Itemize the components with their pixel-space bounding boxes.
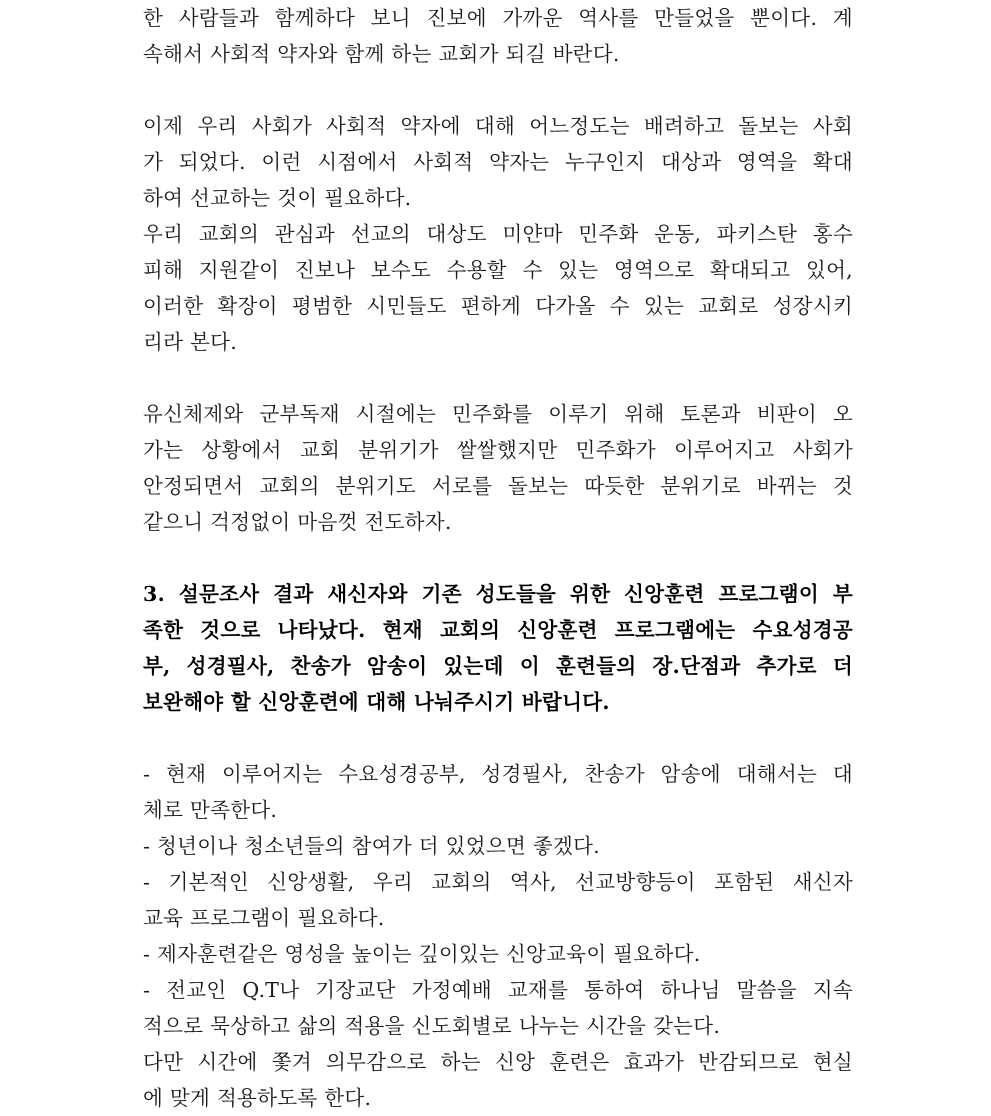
text-line: 우리 교회의 관심과 선교의 대상도 미얀마 민주화 운동, 파키스탄 홍수 <box>143 222 853 246</box>
text-line: 유신체제와 군부독재 시절에는 민주화를 이루기 위해 토론과 비판이 오 <box>143 402 853 426</box>
question-line: 3. 설문조사 결과 새신자와 기존 성도들을 위한 신앙훈련 프로그램이 부 <box>143 582 853 606</box>
text-line: 안정되면서 교회의 분위기도 서로를 돌보는 따듯한 분위기로 바뀌는 것 <box>143 474 853 498</box>
answer-line: 에 맞게 적용하도록 한다. <box>143 1086 372 1110</box>
paragraph-spacer <box>143 720 853 756</box>
text-line: 가 되었다. 이런 시점에서 사회적 약자는 누구인지 대상과 영역을 확대 <box>143 150 853 174</box>
answer-list <box>143 756 853 1116</box>
question-3 <box>143 576 853 720</box>
text-line: 이러한 확장이 평범한 시민들도 편하게 다가올 수 있는 교회로 성장시키 <box>143 294 853 318</box>
answer-line: - 현재 이루어지는 수요성경공부, 성경필사, 찬송가 암송에 대해서는 대 <box>143 762 853 786</box>
text-line: 피해 지원같이 진보나 보수도 수용할 수 있는 영역으로 확대되고 있어, <box>143 258 853 282</box>
text-line: 같으니 걱정없이 마음껏 전도하자. <box>143 510 452 534</box>
paragraph-social <box>143 108 853 360</box>
text-line: 가는 상황에서 교회 분위기가 쌀쌀했지만 민주화가 이루어지고 사회가 <box>143 438 853 462</box>
text-line: 하여 선교하는 것이 필요하다. <box>143 186 412 210</box>
question-line: 족한 것으로 나타났다. 현재 교회의 신앙훈련 프로그램에는 수요성경공 <box>143 618 853 642</box>
document-page <box>143 0 853 1116</box>
text-line: 리라 본다. <box>143 330 238 354</box>
answer-line: 체로 만족한다. <box>143 798 278 822</box>
answer-line: - 제자훈련같은 영성을 높이는 깊이있는 신앙교육이 필요하다. <box>143 942 701 966</box>
question-line: 보완해야 할 신앙훈련에 대해 나눠주시기 바랍니다. <box>143 690 610 714</box>
answer-line: 교육 프로그램이 필요하다. <box>143 906 385 930</box>
paragraph-spacer <box>143 540 853 576</box>
paragraph-spacer <box>143 72 853 108</box>
text-line: 속해서 사회적 약자와 함께 하는 교회가 되길 바란다. <box>143 42 620 66</box>
question-line: 부, 성경필사, 찬송가 암송이 있는데 이 훈련들의 장.단점과 추가로 더 <box>143 654 853 678</box>
text-line: 이제 우리 사회가 사회적 약자에 대해 어느정도는 배려하고 돌보는 사회 <box>143 114 853 138</box>
paragraph-spacer <box>143 360 853 396</box>
answer-line: - 전교인 Q.T나 기장교단 가정예배 교재를 통하여 하나님 말씀을 지속 <box>143 978 853 1002</box>
paragraph-intro <box>143 0 853 72</box>
paragraph-history <box>143 396 853 540</box>
text-line: 한 사람들과 함께하다 보니 진보에 가까운 역사를 만들었을 뿐이다. 계 <box>143 6 853 30</box>
answer-line: 적으로 묵상하고 삶의 적용을 신도회별로 나누는 시간을 갖는다. <box>143 1014 721 1038</box>
answer-line: 다만 시간에 쫓겨 의무감으로 하는 신앙 훈련은 효과가 반감되므로 현실 <box>143 1050 853 1074</box>
answer-line: - 기본적인 신앙생활, 우리 교회의 역사, 선교방향등이 포함된 새신자 <box>143 870 853 894</box>
answer-line: - 청년이나 청소년들의 참여가 더 있었으면 좋겠다. <box>143 834 600 858</box>
